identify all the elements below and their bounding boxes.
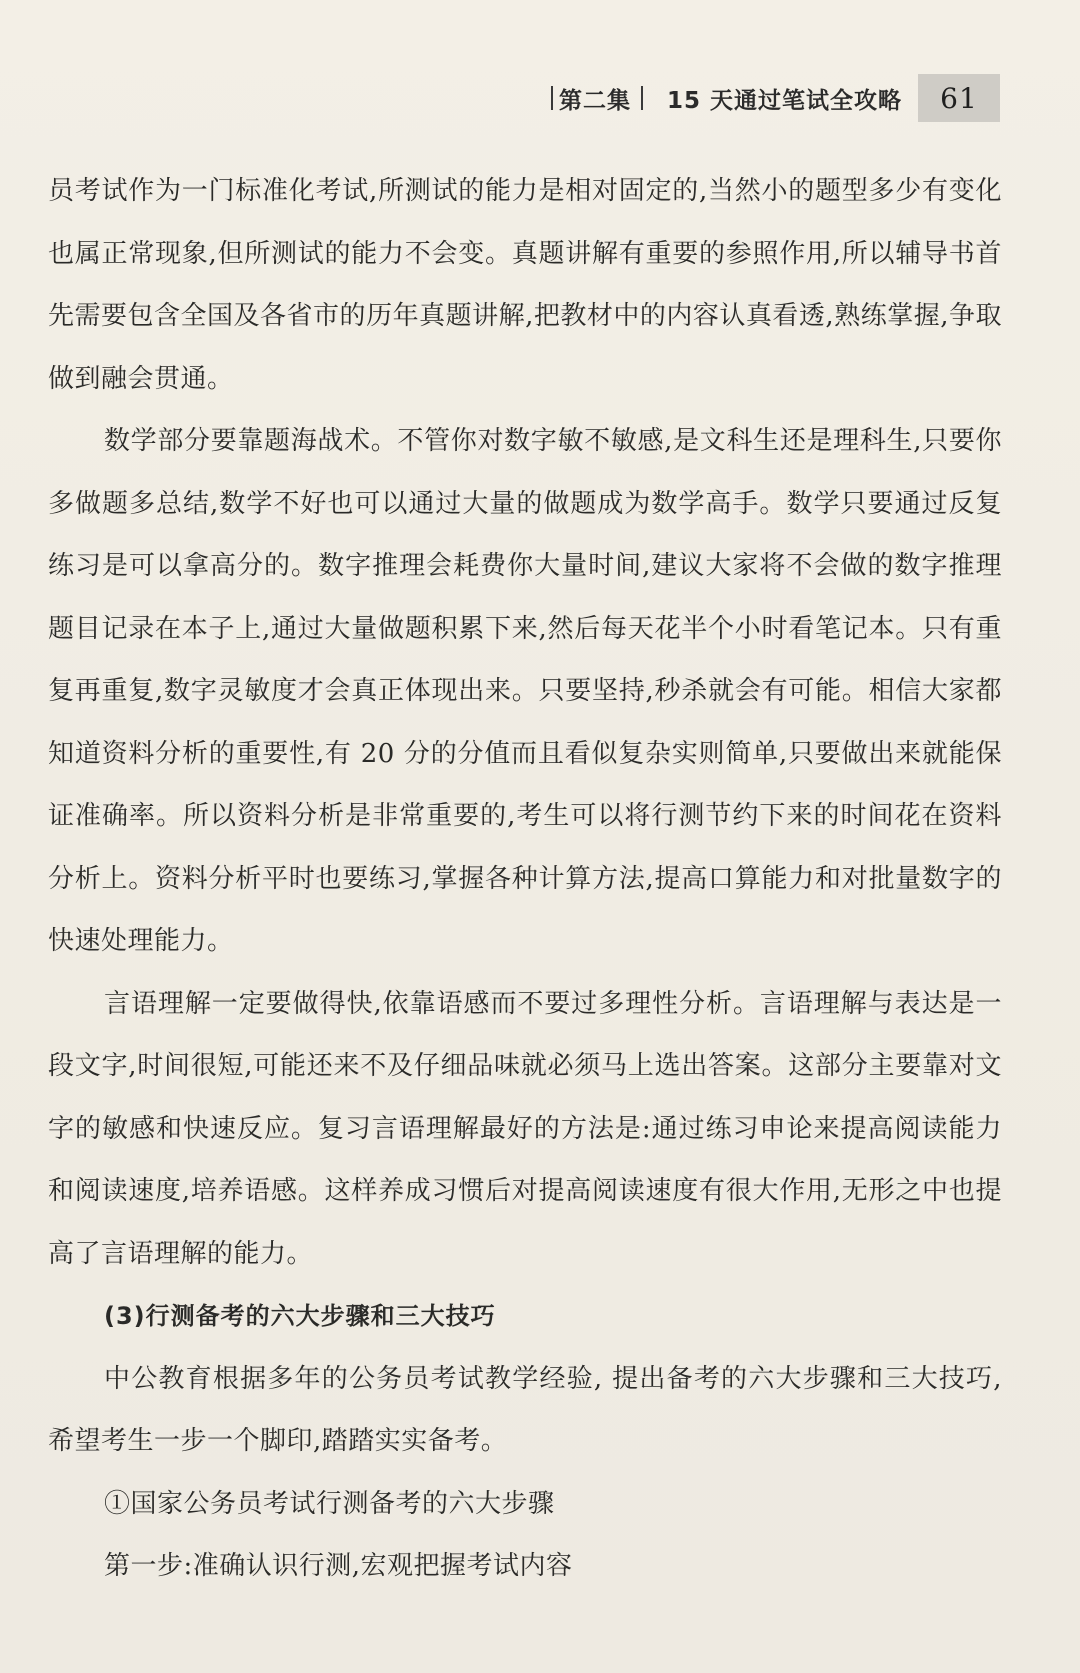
header-title: 15 天通过笔试全攻略: [666, 87, 902, 114]
header-divider-left: [551, 86, 553, 110]
paragraph-math: 数学部分要靠题海战术。不管你对数字敏不敏感,是文科生还是理科生,只要你多做题多总结,数学不好也可以通过大量的做题成为数学高手。数学只要通过反复练习是可以拿高分的。数字推理会耗费你大量时间,建议大家将不会做的数字推理题目记录在本子上,通过大量做题积累下来,然后每天花半个小时看笔记本。只有重复再重复,数字灵敏度才会真正体现出来。只要坚持,秒杀就会有可能。相信大家都知道资料分析的重要性,有 20 分的分值而且看似复杂实则简单,只要做出来就能保证准确率。所以资料分析是非常重要的,考生可以将行测节约下来的时间花在资料分析上。资料分析平时也要练习,掌握各种计算方法,提高口算能力和对批量数字的快速处理能力。: [48, 426, 1002, 956]
section-heading: (3)行测备考的六大步骤和三大技巧: [104, 1302, 496, 1330]
paragraph-continued: 员考试作为一门标准化考试,所测试的能力是相对固定的,当然小的题型多少有变化也属正常现象,但所测试的能力不会变。真题讲解有重要的参照作用,所以辅导书首先需要包含全国及各省市的历年真题讲解,把教材中的内容认真看透,熟练掌握,争取做到融会贯通。: [48, 176, 1002, 394]
subheading-six-steps: ①国家公务员考试行测备考的六大步骤: [104, 1488, 555, 1519]
page-number: 61: [918, 74, 1000, 122]
paragraph-verbal: 言语理解一定要做得快,依靠语感而不要过多理性分析。言语理解与表达是一段文字,时间很短,可能还来不及仔细品味就必须马上选出答案。这部分主要靠对文字的敏感和快速反应。复习言语理解最好的方法是:通过练习申论来提高阅读能力和阅读速度,培养语感。这样养成习惯后对提高阅读速度有很大作用,无形之中也提高了言语理解的能力。: [48, 988, 1002, 1269]
header-section-label: 第二集: [558, 87, 631, 114]
running-header: [545, 72, 1000, 124]
page-body: [48, 160, 1002, 1598]
header-divider-right: [641, 86, 643, 110]
paragraph-intro: 中公教育根据多年的公务员考试教学经验, 提出备考的六大步骤和三大技巧,希望考生一步一个脚印,踏踏实实备考。: [48, 1363, 1002, 1456]
step-one: 第一步:准确认识行测,宏观把握考试内容: [104, 1551, 573, 1581]
